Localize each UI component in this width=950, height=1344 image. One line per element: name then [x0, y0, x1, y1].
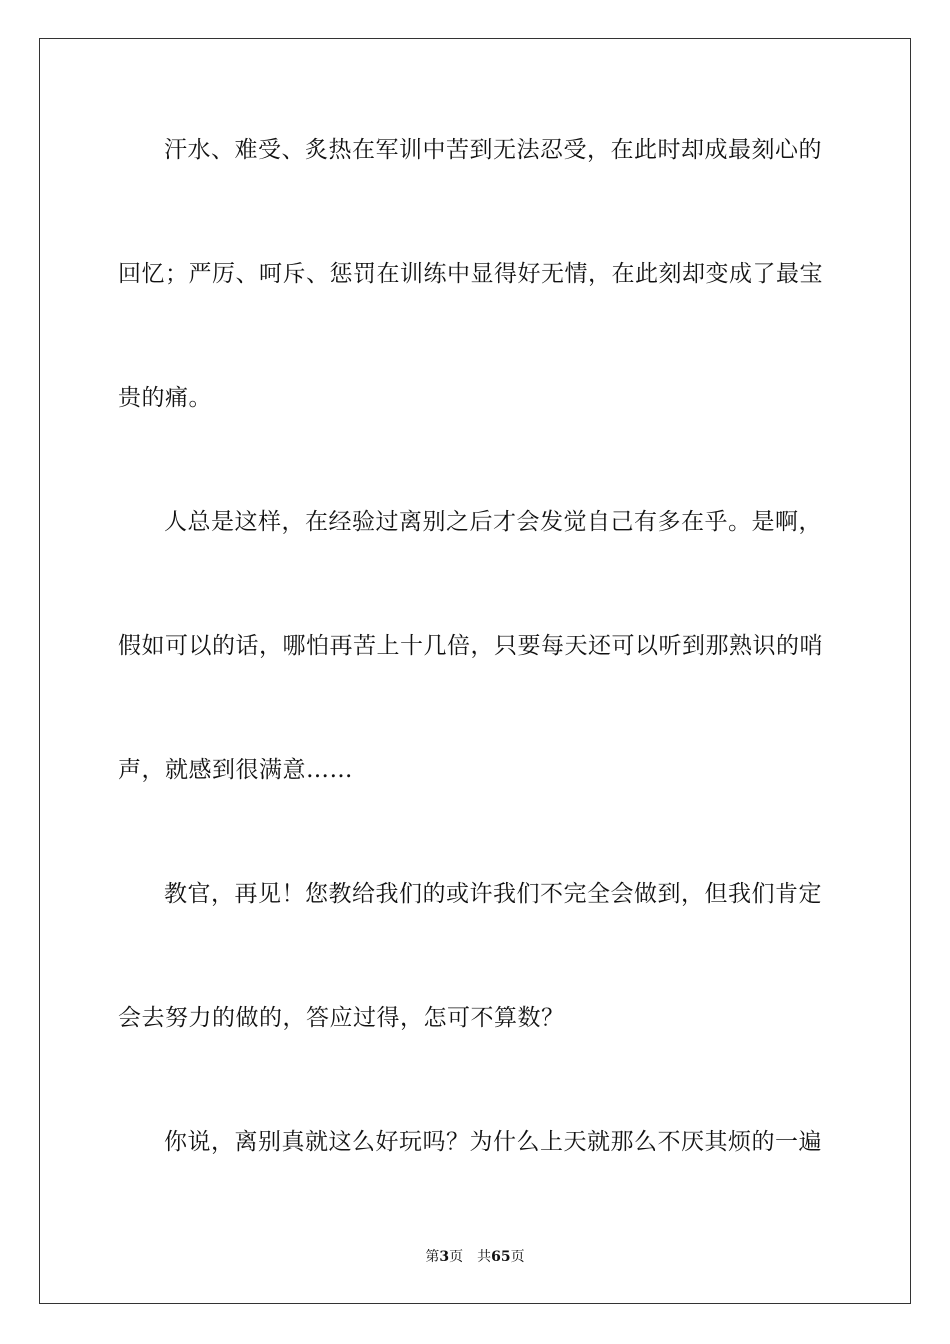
text-line-8: 会去努力的做的，答应过得，怎可不算数？ [118, 1005, 565, 1031]
text-line-6: 声，就感到很满意…… [118, 757, 353, 783]
page-suffix: 页 [449, 1249, 464, 1265]
page-prefix: 第 [425, 1249, 440, 1265]
text-line-2: 回忆；严厉、呵斥、惩罚在训练中显得好无情，在此刻却变成了最宝 [118, 261, 823, 287]
text-line-7: 教官，再见！您教给我们的或许我们不完全会做到，但我们肯定 [164, 881, 822, 907]
text-line-5: 假如可以的话，哪怕再苦上十几倍，只要每天还可以听到那熟识的哨 [118, 633, 823, 659]
page-border [39, 38, 911, 1304]
total-pages: 65 [491, 1249, 511, 1265]
page-number: 3 [439, 1249, 450, 1265]
total-suffix: 页 [510, 1249, 525, 1265]
text-line-9: 你说，离别真就这么好玩吗？为什么上天就那么不厌其烦的一遍 [164, 1129, 822, 1155]
total-prefix: 共 [477, 1249, 492, 1265]
text-line-3: 贵的痛。 [118, 385, 212, 411]
page-footer [0, 1248, 950, 1266]
text-line-1: 汗水、难受、炙热在军训中苦到无法忍受，在此时却成最刻心的 [164, 137, 822, 163]
text-line-4: 人总是这样，在经验过离别之后才会发觉自己有多在乎。是啊， [164, 509, 822, 535]
